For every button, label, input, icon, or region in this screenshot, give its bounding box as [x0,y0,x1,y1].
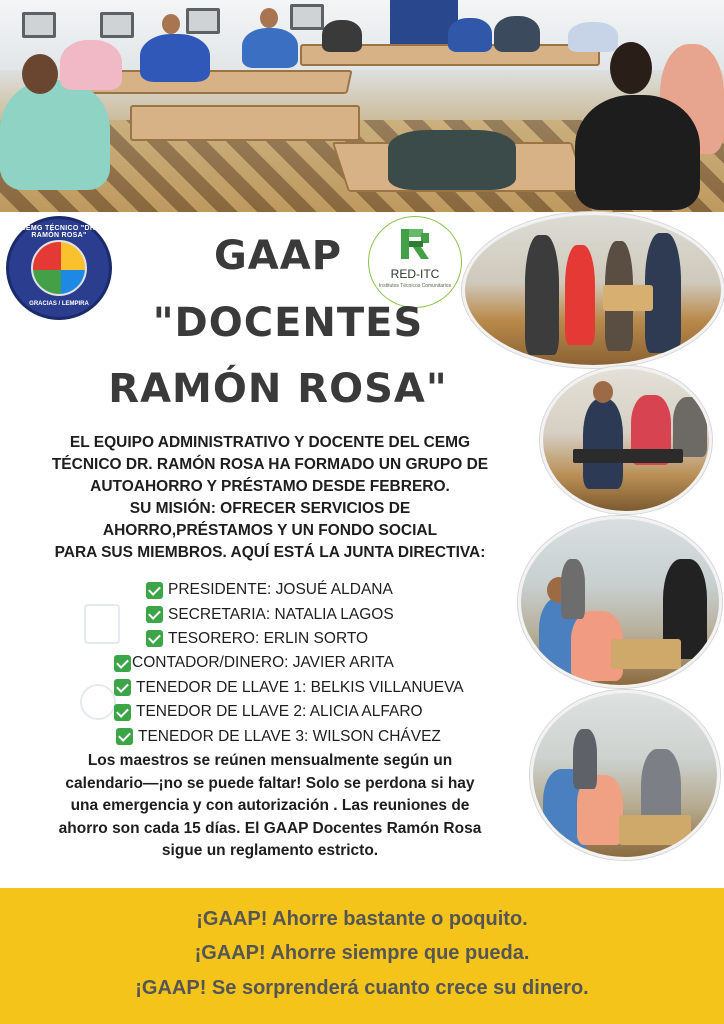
board-member [100,602,540,626]
cemg-logo-location: GRACIAS / LEMPIRA [29,301,89,307]
board-member-text: TENEDOR DE LLAVE 1: BELKIS VILLANUEVA [136,678,464,696]
rules-line: Los maestros se reúnen mensualmente según un [87,752,453,769]
board-member [100,724,540,748]
footer-slogan-3: ¡GAAP! Se sorprenderá cuanto crece su dinero. [135,977,589,999]
rules-paragraph [40,750,500,863]
red-itc-subtitle: Institutos Técnicos Comunitarios [378,283,452,289]
check-mark-icon [146,630,163,647]
board-member [100,700,540,724]
board-member [100,676,540,700]
photo-monitor [100,12,134,38]
photo-person [242,28,298,68]
board-member-text: SECRETARIA: NATALIA LAGOS [168,605,394,623]
circle-photo-2 [540,366,712,514]
photo-backpack [388,130,516,190]
check-mark-icon [146,582,163,599]
board-member-text: CONTADOR/DINERO: JAVIER ARITA [132,654,394,672]
photo-person [140,34,210,82]
photo-person [494,16,540,52]
circle-photo-1 [462,212,724,368]
check-mark-icon [114,655,131,672]
red-itc-r-icon [399,227,431,261]
photo-person [0,80,110,190]
board-member-text: TENEDOR DE LLAVE 2: ALICIA ALFARO [136,703,423,721]
board-member [100,651,540,675]
board-list [100,578,540,749]
check-mark-icon [114,679,131,696]
intro-paragraph [14,432,526,564]
check-mark-icon [114,704,131,721]
page-title-line2: "DOCENTES [152,300,424,346]
intro-line: EL EQUIPO ADMINISTRATIVO Y DOCENTE DEL CEMG [69,434,471,451]
board-member [100,578,540,602]
cemg-emblem [31,240,87,296]
rules-line: calendario—¡no se puede faltar! Solo se perdona si hay [65,774,475,792]
rules-line: una emergencia y con autorización . Las reuniones de [70,797,470,814]
red-itc-logo [368,216,462,308]
photo-person [568,22,618,52]
photo-person [322,20,362,52]
intro-line: PARA SUS MIEMBROS. AQUÍ ESTÁ LA JUNTA DIRECTIVA: [54,544,486,561]
photo-monitor [290,4,324,30]
rules-line: sigue un reglamento estricto. [161,842,379,859]
board-member-text: TENEDOR DE LLAVE 3: WILSON CHÁVEZ [138,727,441,745]
top-classroom-photo [0,0,724,212]
photo-person [448,18,492,52]
rules-line: ahorro son cada 15 días. El GAAP Docentes Ramón Rosa [58,819,482,837]
board-member-text: TESORERO: ERLIN SORTO [168,629,369,647]
photo-monitor [186,8,220,34]
circle-photo-4 [530,690,720,860]
photo-person [575,95,700,210]
emblem-segment [33,270,61,296]
board-member-text: PRESIDENTE: JOSUÉ ALDANA [168,581,393,599]
circle-photo-3 [518,516,722,688]
board-member [100,627,540,651]
red-itc-name: RED-ITC [390,267,440,281]
photo-person [60,40,122,90]
photo-person-head [260,8,278,28]
photo-person-head [22,54,58,94]
check-mark-icon [116,728,133,745]
intro-line: AUTOAHORRO Y PRÉSTAMO DESDE FEBRERO. [90,478,450,495]
page-title-line3: RAMÓN ROSA" [108,366,448,412]
footer-slogan-2: ¡GAAP! Ahorre siempre que pueda. [194,942,530,964]
intro-line: TÉCNICO DR. RAMÓN ROSA HA FORMADO UN GRUPO DE [51,456,489,473]
emblem-segment [61,270,87,296]
photo-table [130,105,360,141]
emblem-segment [61,242,87,270]
page-title-line1: GAAP [213,233,343,279]
photo-person-head [162,14,180,34]
emblem-segment [33,242,61,270]
check-mark-icon [146,606,163,623]
intro-line: AHORRO,PRÉSTAMOS Y UN FONDO SOCIAL [102,522,438,539]
cemg-logo-ring-text: CEMG TÉCNICO "DR. RAMÓN ROSA" [20,225,98,239]
photo-person-head [610,42,652,94]
photo-monitor [22,12,56,38]
intro-line: SU MISIÓN: OFRECER SERVICIOS DE [129,500,411,517]
footer-slogan-1: ¡GAAP! Ahorre bastante o poquito. [196,908,528,930]
